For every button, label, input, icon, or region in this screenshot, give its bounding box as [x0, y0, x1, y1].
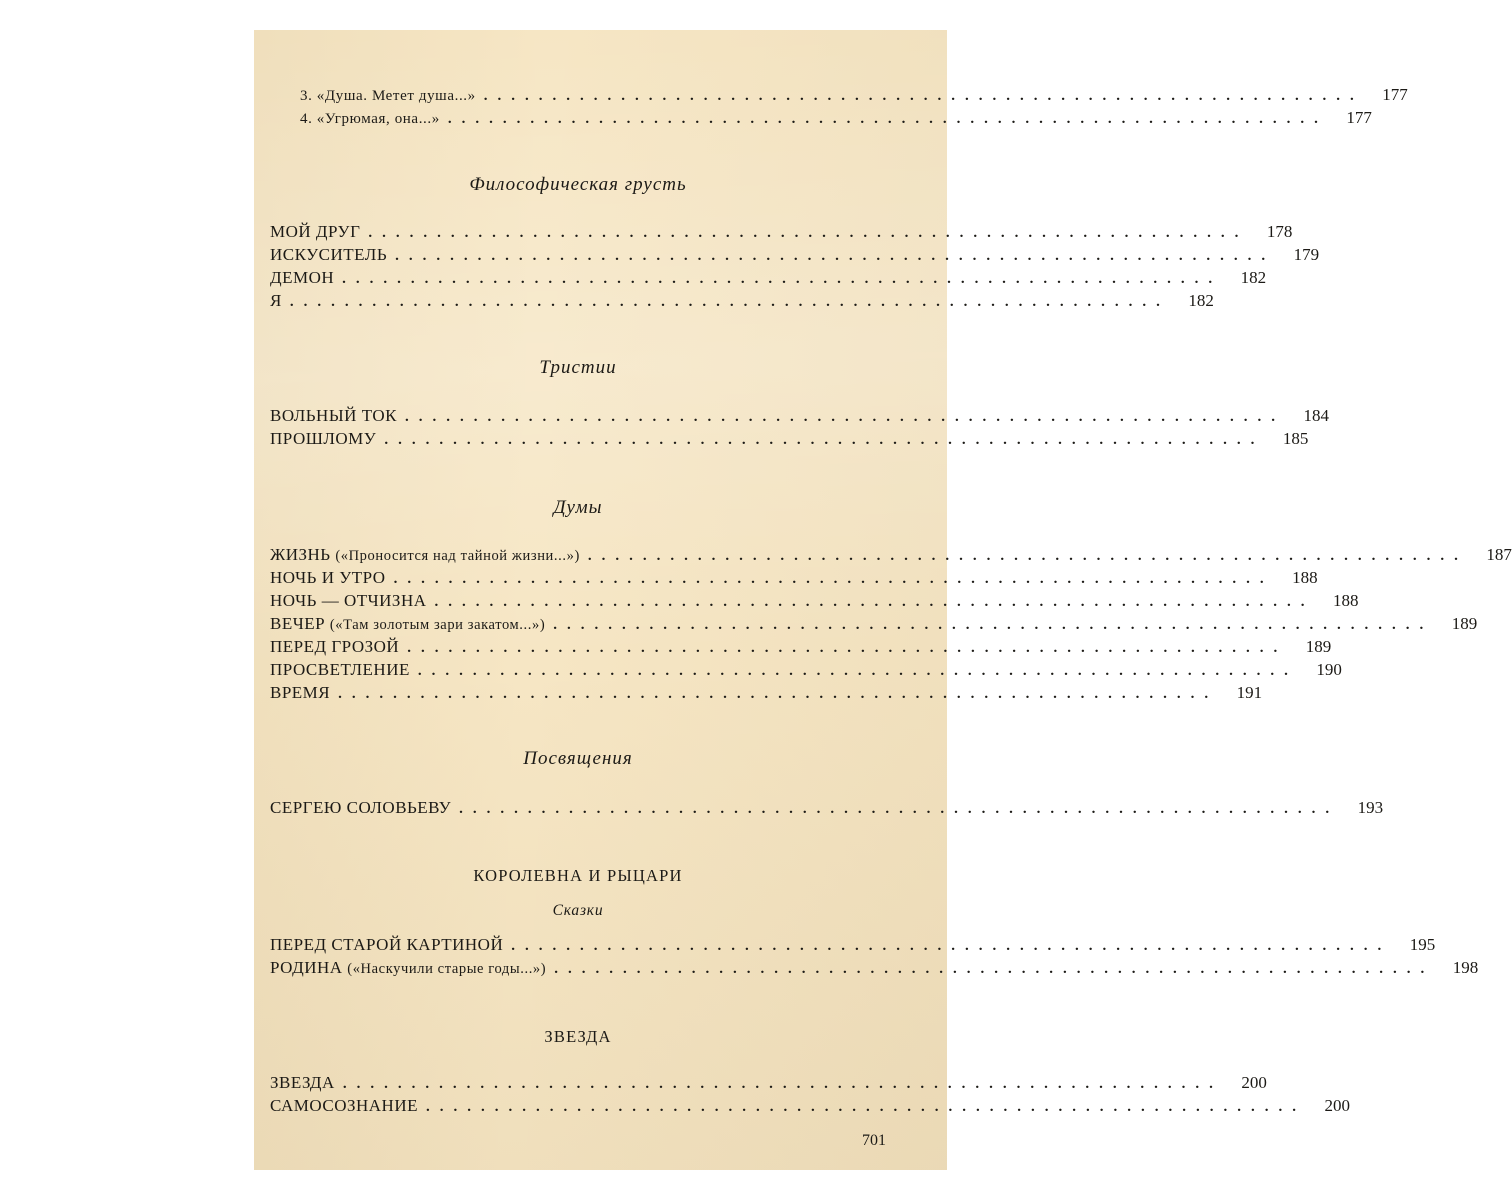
- leader-dots: ................................................................: [342, 1076, 1223, 1092]
- section-heading: Посвящения: [523, 748, 633, 769]
- toc-entry: [270, 797, 1384, 819]
- entry-page: 188: [1333, 591, 1359, 610]
- leader-dots: ................................................................: [483, 88, 1364, 104]
- toc-entry: [270, 244, 1320, 266]
- leader-dots: ................................................................: [338, 686, 1219, 702]
- entry-title: НОЧЬ — ОТЧИЗНА: [270, 591, 427, 610]
- entry-title: ПРОСВЕТЛЕНИЕ: [270, 660, 410, 679]
- entry-page: 188: [1292, 568, 1318, 587]
- toc-entry: [270, 107, 1372, 129]
- section-heading: КОРОЛЕВНА И РЫЦАРИ: [473, 866, 683, 885]
- leader-dots: ................................................................: [404, 409, 1285, 425]
- leader-dots: ................................................................: [417, 663, 1298, 679]
- entry-page: 179: [1293, 245, 1320, 264]
- entry-page: 184: [1303, 406, 1329, 425]
- entry-title-main: ВЕЧЕР: [270, 614, 326, 633]
- toc-entry: [270, 221, 1293, 243]
- entry-first-line: («Проносится над тайной жизни...»): [335, 548, 580, 564]
- entry-title: 3. «Душа. Метет душа...»: [300, 88, 476, 104]
- entry-page: 200: [1241, 1073, 1267, 1092]
- leader-dots: ................................................................: [434, 594, 1315, 610]
- entry-page: 198: [1452, 958, 1479, 977]
- toc-entry: [270, 636, 1332, 658]
- entry-title: ИСКУСИТЕЛЬ: [270, 245, 388, 264]
- leader-dots: ................................................................: [342, 271, 1223, 287]
- leader-dots: ................................................................: [511, 938, 1392, 954]
- leader-dots: ................................................................: [447, 111, 1328, 127]
- entry-page: 177: [1382, 85, 1408, 104]
- toc-entry: [270, 428, 1309, 450]
- toc-entry: [270, 613, 1478, 635]
- toc-entry: [270, 682, 1263, 704]
- leader-dots: ................................................................: [393, 571, 1274, 587]
- section-heading: ЗВЕЗДА: [544, 1027, 612, 1046]
- toc-entry: [270, 267, 1267, 289]
- entry-title: [270, 957, 546, 980]
- entry-title: ПЕРЕД СТАРОЙ КАРТИНОЙ: [270, 935, 504, 954]
- entry-page: 177: [1346, 108, 1372, 127]
- entry-page: 195: [1409, 935, 1436, 954]
- leader-dots: ................................................................: [407, 640, 1288, 656]
- entry-page: 193: [1357, 798, 1384, 817]
- entry-first-line: («Наскучили старые годы...»): [347, 961, 547, 977]
- entry-first-line: («Там золотым зари закатом...»): [329, 617, 546, 633]
- leader-dots: ................................................................: [553, 617, 1434, 633]
- entry-page: 178: [1266, 222, 1293, 241]
- entry-title: НОЧЬ И УТРО: [270, 568, 386, 587]
- entry-title: [270, 613, 545, 636]
- toc-entry: [270, 1072, 1267, 1094]
- toc-entry: [270, 957, 1479, 979]
- entry-title: ДЕМОН: [270, 268, 335, 287]
- entry-title: ВРЕМЯ: [270, 683, 331, 702]
- section-subheading: Сказки: [552, 902, 604, 919]
- entry-title: 4. «Угрюмая, она...»: [300, 111, 440, 127]
- entry-page: 185: [1282, 429, 1309, 448]
- entry-page: 190: [1316, 660, 1342, 679]
- leader-dots: ................................................................: [554, 961, 1435, 977]
- entry-page: 187: [1486, 545, 1512, 564]
- entry-title: ПРОШЛОМУ: [270, 429, 377, 448]
- entry-page: 182: [1240, 268, 1267, 287]
- entry-page: 200: [1324, 1096, 1350, 1115]
- toc-entry: [270, 659, 1342, 681]
- toc-entry: [270, 290, 1214, 312]
- entry-title-main: ЖИЗНЬ: [270, 545, 331, 564]
- leader-dots: ................................................................: [368, 225, 1249, 241]
- entry-title: ЗВЕЗДА: [270, 1073, 335, 1092]
- entry-title-main: РОДИНА: [270, 958, 343, 977]
- section-heading: Тристии: [539, 357, 617, 378]
- entry-title: [270, 544, 580, 567]
- entry-title: САМОСОЗНАНИЕ: [270, 1096, 418, 1115]
- toc-entry: [270, 544, 1512, 566]
- toc-entry: [270, 405, 1329, 427]
- leader-dots: ................................................................: [384, 432, 1265, 448]
- entry-title: ВОЛЬНЫЙ ТОК: [270, 406, 397, 425]
- entry-page: 189: [1305, 637, 1332, 656]
- leader-dots: ................................................................: [426, 1099, 1306, 1115]
- toc-entry: [270, 567, 1318, 589]
- toc-entry: [270, 590, 1359, 612]
- section-heading: Думы: [553, 497, 603, 518]
- toc-entry: [270, 934, 1436, 956]
- entry-page: 182: [1188, 291, 1214, 310]
- entry-title: СЕРГЕЮ СОЛОВЬЕВУ: [270, 798, 452, 817]
- entry-page: 191: [1236, 683, 1263, 702]
- section-heading: Философическая грусть: [469, 174, 687, 195]
- page-number: 701: [862, 1132, 886, 1149]
- leader-dots: ................................................................: [459, 801, 1340, 817]
- toc-entry: [270, 84, 1408, 106]
- leader-dots: ................................................................: [395, 248, 1276, 264]
- leader-dots: ................................................................: [289, 294, 1170, 310]
- entry-page: 189: [1451, 614, 1478, 633]
- entry-title: ПЕРЕД ГРОЗОЙ: [270, 637, 400, 656]
- toc-entry: [270, 1095, 1350, 1117]
- entry-title: МОЙ ДРУГ: [270, 222, 361, 241]
- leader-dots: ................................................................: [587, 548, 1468, 564]
- entry-title: Я: [270, 291, 282, 310]
